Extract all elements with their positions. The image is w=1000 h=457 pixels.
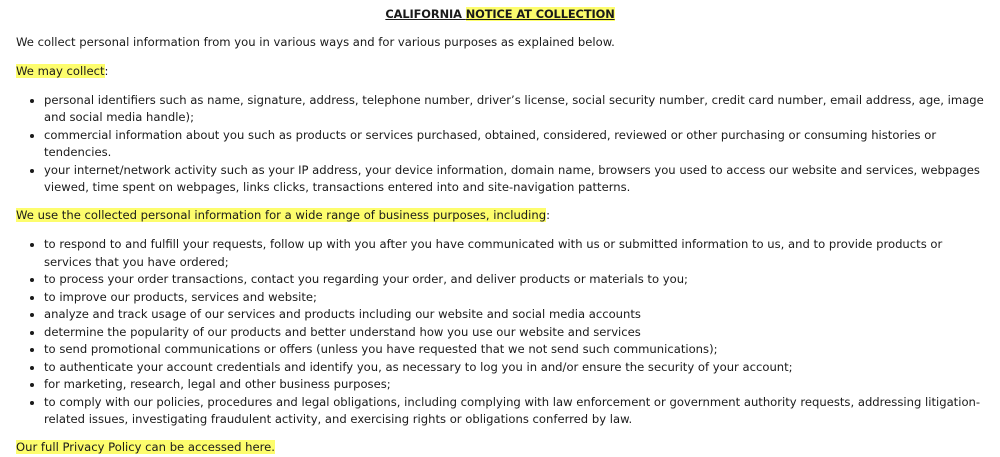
page-title (16, 6, 984, 24)
collect-heading-text: We may collect (16, 63, 105, 78)
list-item: • your internet/network activity such as your IP address, your device information, domain name, browsers you used to access our website and services, webpages viewed, time spent on webpages, links clicks, transactions entered into and site-navigation patterns. (44, 162, 984, 197)
list-item: • to comply with our policies, procedures and legal obligations, including complying with law enforcement or government authority requests, addressing litigation-related issues, investigating fraudulent activity, and exercising rights or obligations conferred by law. (44, 394, 984, 429)
privacy-policy-footer (16, 439, 984, 457)
list-item: • for marketing, research, legal and other business purposes; (44, 376, 984, 394)
footer-text-end: . (271, 440, 275, 454)
list-item: • commercial information about you such as products or services purchased, obtained, considered, reviewed or other purchasing or consuming histories or tendencies. (44, 127, 984, 162)
list-item: • determine the popularity of our products and better understand how you use our website and services (44, 324, 984, 342)
collect-heading (16, 63, 984, 81)
purposes-heading-text: We use the collected personal information for a wide range of business purposes, including (16, 208, 547, 222)
collect-heading-colon: : (104, 63, 109, 78)
title-highlight: NOTICE AT COLLECTION (465, 7, 615, 21)
list-item: • to process your order transactions, contact you regarding your order, and deliver products or materials to you; (44, 271, 984, 289)
footer-text: Our full Privacy Policy can be accessed (16, 440, 246, 454)
collect-list (16, 92, 984, 197)
list-item: • to improve our products, services and website; (44, 289, 984, 307)
list-item: • to authenticate your account credentials and identify you, as necessary to log you in and/or ensure the security of your account; (44, 359, 984, 377)
list-item: • to respond to and fulfill your requests, follow up with you after you have communicated with us or submitted information to us, and to provide products or services that you have ordered; (44, 236, 984, 271)
purposes-heading (16, 207, 984, 225)
list-item: • personal identifiers such as name, signature, address, telephone number, driver’s license, social security number, credit card number, email address, age, image and social media handle); (44, 92, 984, 127)
privacy-policy-link[interactable]: here (245, 440, 272, 454)
list-item: • analyze and track usage of our services and products including our website and social media accounts (44, 306, 984, 324)
purposes-list (16, 236, 984, 429)
title-prefix: CALIFORNIA (385, 7, 466, 21)
intro-paragraph: We collect personal information from you in various ways and for various purposes as explained below. (16, 34, 615, 49)
purposes-heading-colon: : (546, 208, 550, 222)
list-item: • to send promotional communications or offers (unless you have requested that we not send such communications); (44, 341, 984, 359)
